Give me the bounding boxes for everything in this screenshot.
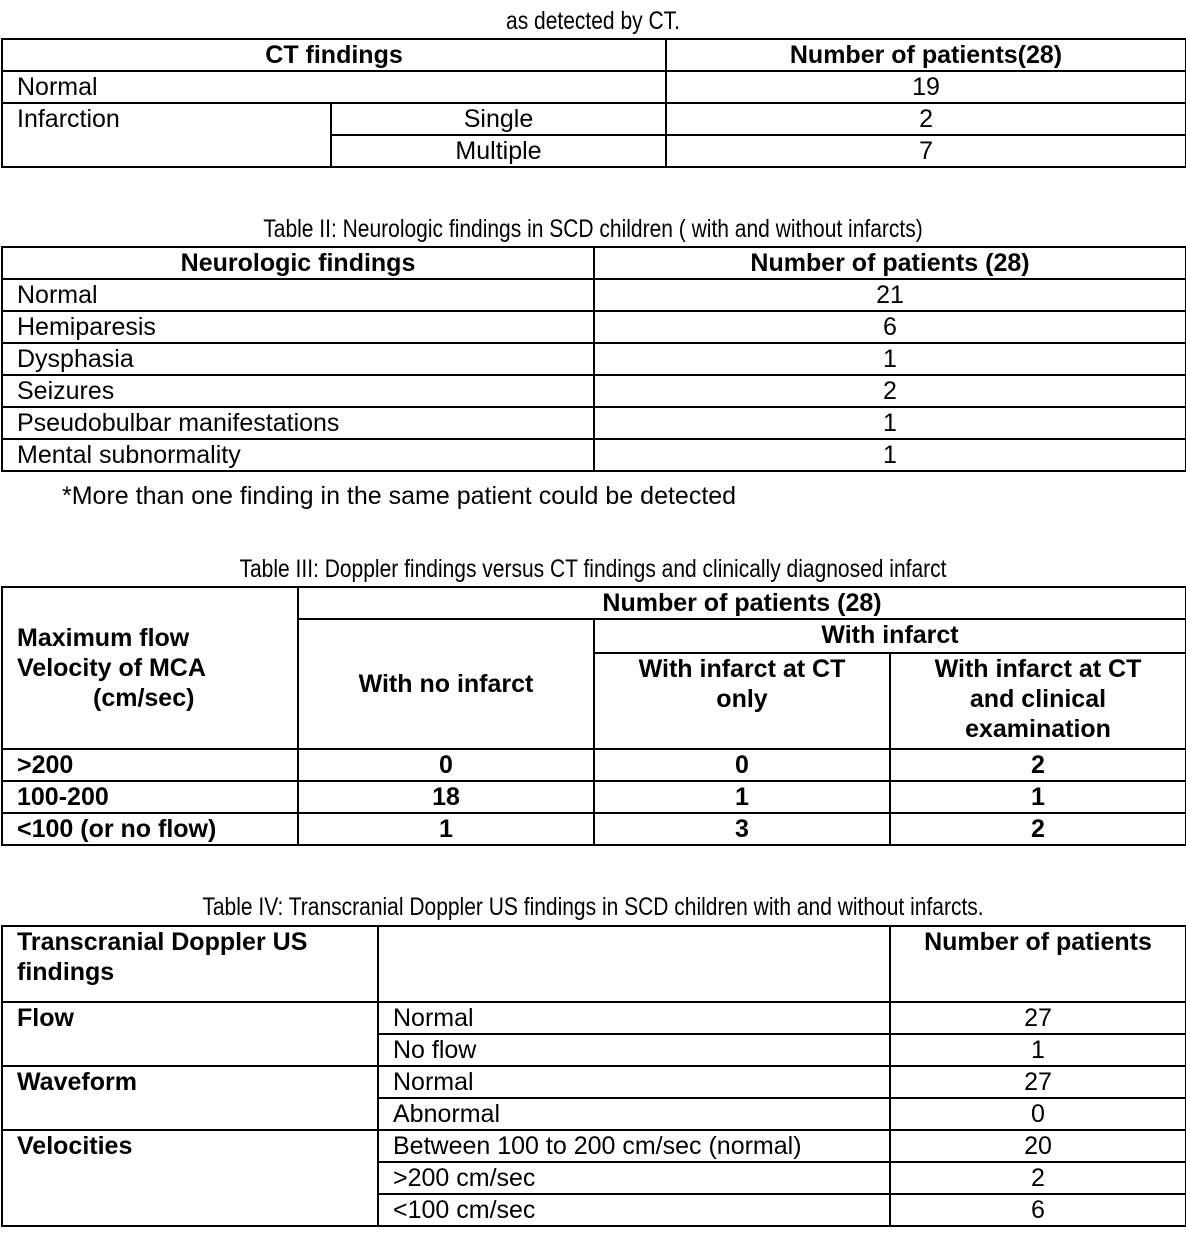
header-line: Velocity of MCA bbox=[17, 654, 206, 682]
row-value: 1 bbox=[594, 781, 890, 813]
row-value: 19 bbox=[666, 71, 1186, 103]
header-ct-findings: CT findings bbox=[2, 39, 666, 71]
row-sublabel: Normal bbox=[378, 1066, 890, 1098]
row-sublabel: <100 cm/sec bbox=[378, 1194, 890, 1226]
header-line: (cm/sec) bbox=[93, 684, 195, 712]
row-label: <100 (or no flow) bbox=[2, 813, 298, 845]
row-sublabel: Abnormal bbox=[378, 1098, 890, 1130]
row-value: 3 bbox=[594, 813, 890, 845]
table-row bbox=[2, 375, 1186, 407]
header-with-no-infarct: With no infarct bbox=[298, 619, 594, 749]
row-value: 21 bbox=[594, 279, 1186, 311]
row-value: 27 bbox=[890, 1066, 1186, 1098]
header-infarct-ct-clinical bbox=[890, 653, 1186, 749]
table1-caption: as detected by CT. bbox=[506, 7, 680, 35]
header-line: examination bbox=[965, 715, 1111, 743]
table-ct-findings bbox=[1, 38, 1186, 168]
row-value: 2 bbox=[890, 1162, 1186, 1194]
header-line: findings bbox=[17, 958, 115, 986]
row-value: 0 bbox=[594, 749, 890, 781]
table-transcranial-doppler bbox=[1, 925, 1186, 1227]
table-row bbox=[2, 311, 1186, 343]
row-sublabel: No flow bbox=[378, 1034, 890, 1066]
row-sublabel: Multiple bbox=[331, 135, 666, 167]
table-row bbox=[2, 1002, 1186, 1034]
header-line: With infarct at CT bbox=[934, 655, 1142, 683]
table-row bbox=[2, 1130, 1186, 1162]
table-header-row bbox=[2, 587, 1186, 619]
table-doppler-vs-ct bbox=[1, 586, 1186, 846]
row-label: 100-200 bbox=[2, 781, 298, 813]
row-value: 18 bbox=[298, 781, 594, 813]
row-label: Infarction bbox=[2, 103, 331, 167]
row-sublabel: Normal bbox=[378, 1002, 890, 1034]
table-row bbox=[2, 781, 1186, 813]
row-value: 1 bbox=[594, 439, 1186, 471]
table2-caption: Table II: Neurologic findings in SCD children ( with and without infarcts) bbox=[263, 215, 923, 243]
header-tcd-findings bbox=[2, 926, 378, 1002]
group-label-flow: Flow bbox=[2, 1002, 378, 1066]
row-value: 20 bbox=[890, 1130, 1186, 1162]
row-sublabel: Between 100 to 200 cm/sec (normal) bbox=[378, 1130, 890, 1162]
header-with-infarct: With infarct bbox=[594, 619, 1186, 653]
row-sublabel: Single bbox=[331, 103, 666, 135]
header-line: With infarct at CT bbox=[638, 655, 846, 683]
table-row bbox=[2, 103, 1186, 135]
header-line: Transcranial Doppler US bbox=[17, 928, 308, 956]
table-row bbox=[2, 407, 1186, 439]
row-value: 7 bbox=[666, 135, 1186, 167]
row-value: 2 bbox=[890, 813, 1186, 845]
row-sublabel: >200 cm/sec bbox=[378, 1162, 890, 1194]
header-line: and clinical bbox=[969, 685, 1107, 713]
header-neurologic-findings: Neurologic findings bbox=[2, 247, 594, 279]
header-line: only bbox=[716, 685, 768, 713]
table3-caption: Table III: Doppler findings versus CT findings and clinically diagnosed infarct bbox=[239, 555, 947, 583]
row-value: 1 bbox=[594, 343, 1186, 375]
row-value: 27 bbox=[890, 1002, 1186, 1034]
row-label: Hemiparesis bbox=[2, 311, 594, 343]
header-number-of-patients: Number of patients(28) bbox=[666, 39, 1186, 71]
table-header-row bbox=[2, 39, 1186, 71]
group-label-waveform: Waveform bbox=[2, 1066, 378, 1130]
table4-caption: Table IV: Transcranial Doppler US findings in SCD children with and without infarcts. bbox=[202, 893, 984, 921]
table-row bbox=[2, 279, 1186, 311]
group-label-velocities: Velocities bbox=[2, 1130, 378, 1226]
row-value: 1 bbox=[298, 813, 594, 845]
row-label: Pseudobulbar manifestations bbox=[2, 407, 594, 439]
table2-footnote: *More than one finding in the same patient could be detected bbox=[62, 482, 737, 510]
row-value: 2 bbox=[890, 749, 1186, 781]
row-label: Normal bbox=[2, 279, 594, 311]
header-empty bbox=[378, 926, 890, 1002]
header-line: Maximum flow bbox=[17, 624, 190, 652]
header-max-flow-velocity bbox=[2, 587, 298, 749]
row-label: Mental subnormality bbox=[2, 439, 594, 471]
table-row bbox=[2, 813, 1186, 845]
row-value: 6 bbox=[890, 1194, 1186, 1226]
row-label: Normal bbox=[2, 71, 666, 103]
row-label: Seizures bbox=[2, 375, 594, 407]
row-value: 1 bbox=[890, 781, 1186, 813]
table-neurologic-findings bbox=[1, 246, 1186, 472]
row-value: 0 bbox=[298, 749, 594, 781]
table-row bbox=[2, 1066, 1186, 1098]
row-label: >200 bbox=[2, 749, 298, 781]
table-row bbox=[2, 439, 1186, 471]
row-value: 6 bbox=[594, 311, 1186, 343]
table-header-row bbox=[2, 926, 1186, 1002]
table-row bbox=[2, 749, 1186, 781]
table-row bbox=[2, 343, 1186, 375]
header-infarct-ct-only bbox=[594, 653, 890, 749]
row-value: 0 bbox=[890, 1098, 1186, 1130]
row-value: 2 bbox=[666, 103, 1186, 135]
row-label: Dysphasia bbox=[2, 343, 594, 375]
header-number-of-patients: Number of patients (28) bbox=[594, 247, 1186, 279]
header-number-of-patients: Number of patients bbox=[890, 926, 1186, 1002]
table-row bbox=[2, 71, 1186, 103]
header-number-of-patients: Number of patients (28) bbox=[298, 587, 1186, 619]
row-value: 2 bbox=[594, 375, 1186, 407]
table-header-row bbox=[2, 247, 1186, 279]
row-value: 1 bbox=[594, 407, 1186, 439]
row-value: 1 bbox=[890, 1034, 1186, 1066]
